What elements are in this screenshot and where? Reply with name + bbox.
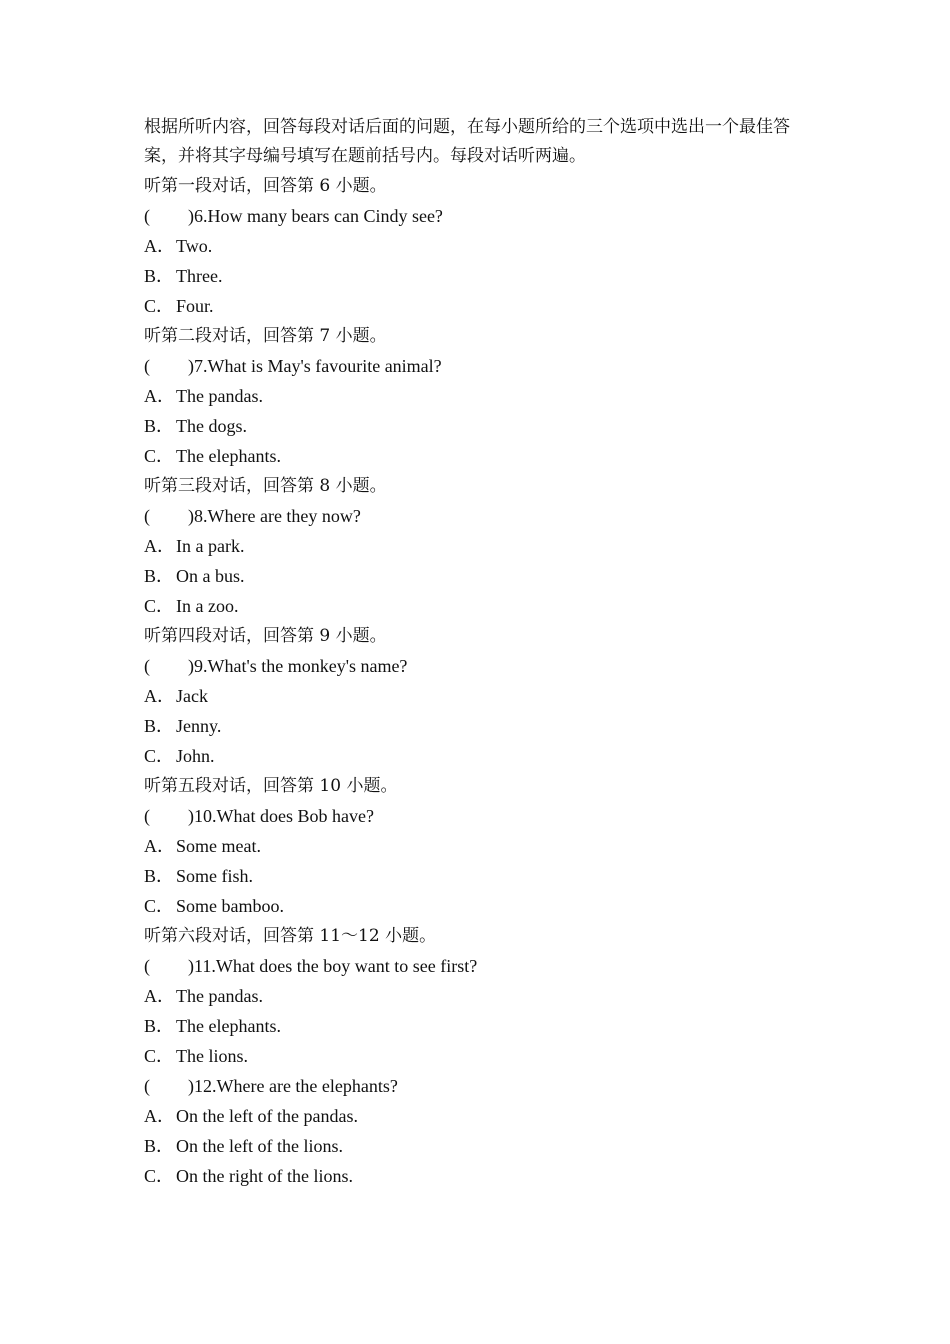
answer-bracket-open: ( — [144, 1076, 150, 1096]
option-text: The pandas. — [176, 986, 263, 1006]
listening-questions — [144, 171, 814, 1191]
option-letter: B． — [144, 416, 175, 436]
option-letter: C． — [144, 896, 175, 916]
option-letter: C． — [144, 1046, 175, 1066]
option-letter: C． — [144, 596, 175, 616]
option-letter: B． — [144, 1016, 175, 1036]
option-text: In a zoo. — [176, 596, 239, 616]
option-letter: C． — [144, 1166, 175, 1186]
answer-option — [144, 741, 814, 771]
section-heading: 听第二段对话，回答第 7 小题。 — [144, 326, 387, 346]
option-letter: B． — [144, 266, 175, 286]
answer-option — [144, 381, 814, 411]
option-text: On a bus. — [176, 566, 245, 586]
option-letter: C． — [144, 296, 175, 316]
answer-option — [144, 561, 814, 591]
option-text: The elephants. — [176, 1016, 281, 1036]
answer-bracket-open: ( — [144, 656, 150, 676]
answer-option — [144, 831, 814, 861]
option-letter: A． — [144, 686, 175, 706]
question-text: )9.What's the monkey's name? — [188, 656, 408, 676]
answer-option — [144, 291, 814, 321]
option-letter: B． — [144, 866, 175, 886]
option-text: The pandas. — [176, 386, 263, 406]
option-text: The lions. — [176, 1046, 248, 1066]
option-text: Some bamboo. — [176, 896, 284, 916]
answer-option — [144, 591, 814, 621]
section-heading: 听第三段对话，回答第 8 小题。 — [144, 476, 387, 496]
question-line — [144, 501, 814, 531]
answer-option — [144, 1011, 814, 1041]
answer-option — [144, 261, 814, 291]
option-text: Some meat. — [176, 836, 261, 856]
section-heading: 听第五段对话，回答第 10 小题。 — [144, 776, 398, 796]
option-text: John. — [176, 746, 215, 766]
option-letter: A． — [144, 386, 175, 406]
answer-option — [144, 411, 814, 441]
option-letter: A． — [144, 236, 175, 256]
question-text: )12.Where are the elephants? — [188, 1076, 398, 1096]
question-text: )8.Where are they now? — [188, 506, 361, 526]
question-text: )11.What does the boy want to see first? — [188, 956, 478, 976]
answer-option — [144, 681, 814, 711]
answer-bracket-open: ( — [144, 506, 150, 526]
question-line — [144, 1071, 814, 1101]
answer-bracket-open: ( — [144, 956, 150, 976]
option-letter: B． — [144, 716, 175, 736]
section-heading: 听第六段对话，回答第 11～12 小题。 — [144, 926, 437, 946]
option-text: On the right of the lions. — [176, 1166, 353, 1186]
answer-option — [144, 441, 814, 471]
answer-option — [144, 981, 814, 1011]
answer-option — [144, 1041, 814, 1071]
question-line — [144, 801, 814, 831]
instructions-text: 根据所听内容，回答每段对话后面的问题，在每小题所给的三个选项中选出一个最佳答案，并将其字母编号填写在题前括号内。每段对话听两遍。 — [144, 117, 790, 166]
question-text: )6.How many bears can Cindy see? — [188, 206, 443, 226]
answer-option — [144, 1161, 814, 1191]
option-text: The elephants. — [176, 446, 281, 466]
answer-option — [144, 1101, 814, 1131]
option-letter: A． — [144, 986, 175, 1006]
question-line — [144, 951, 814, 981]
option-text: On the left of the pandas. — [176, 1106, 358, 1126]
option-text: In a park. — [176, 536, 245, 556]
option-text: Two. — [176, 236, 213, 256]
option-text: Jack — [176, 686, 208, 706]
option-text: Some fish. — [176, 866, 254, 886]
section-heading: 听第四段对话，回答第 9 小题。 — [144, 626, 387, 646]
option-letter: A． — [144, 836, 175, 856]
question-line — [144, 201, 814, 231]
answer-option — [144, 711, 814, 741]
answer-bracket-open: ( — [144, 206, 150, 226]
answer-option — [144, 861, 814, 891]
option-text: On the left of the lions. — [176, 1136, 343, 1156]
answer-option — [144, 891, 814, 921]
answer-bracket-open: ( — [144, 356, 150, 376]
answer-bracket-open: ( — [144, 806, 150, 826]
answer-option — [144, 531, 814, 561]
question-text: )10.What does Bob have? — [188, 806, 374, 826]
option-letter: A． — [144, 1106, 175, 1126]
option-text: Jenny. — [176, 716, 222, 736]
option-letter: B． — [144, 566, 175, 586]
question-line — [144, 351, 814, 381]
option-letter: C． — [144, 746, 175, 766]
option-letter: C． — [144, 446, 175, 466]
answer-option — [144, 1131, 814, 1161]
option-letter: B． — [144, 1136, 175, 1156]
option-text: The dogs. — [176, 416, 247, 436]
option-text: Four. — [176, 296, 214, 316]
question-line — [144, 651, 814, 681]
question-text: )7.What is May's favourite animal? — [188, 356, 442, 376]
option-letter: A． — [144, 536, 175, 556]
section-heading: 听第一段对话，回答第 6 小题。 — [144, 176, 387, 196]
document-page — [144, 113, 814, 1191]
option-text: Three. — [176, 266, 223, 286]
answer-option — [144, 231, 814, 261]
